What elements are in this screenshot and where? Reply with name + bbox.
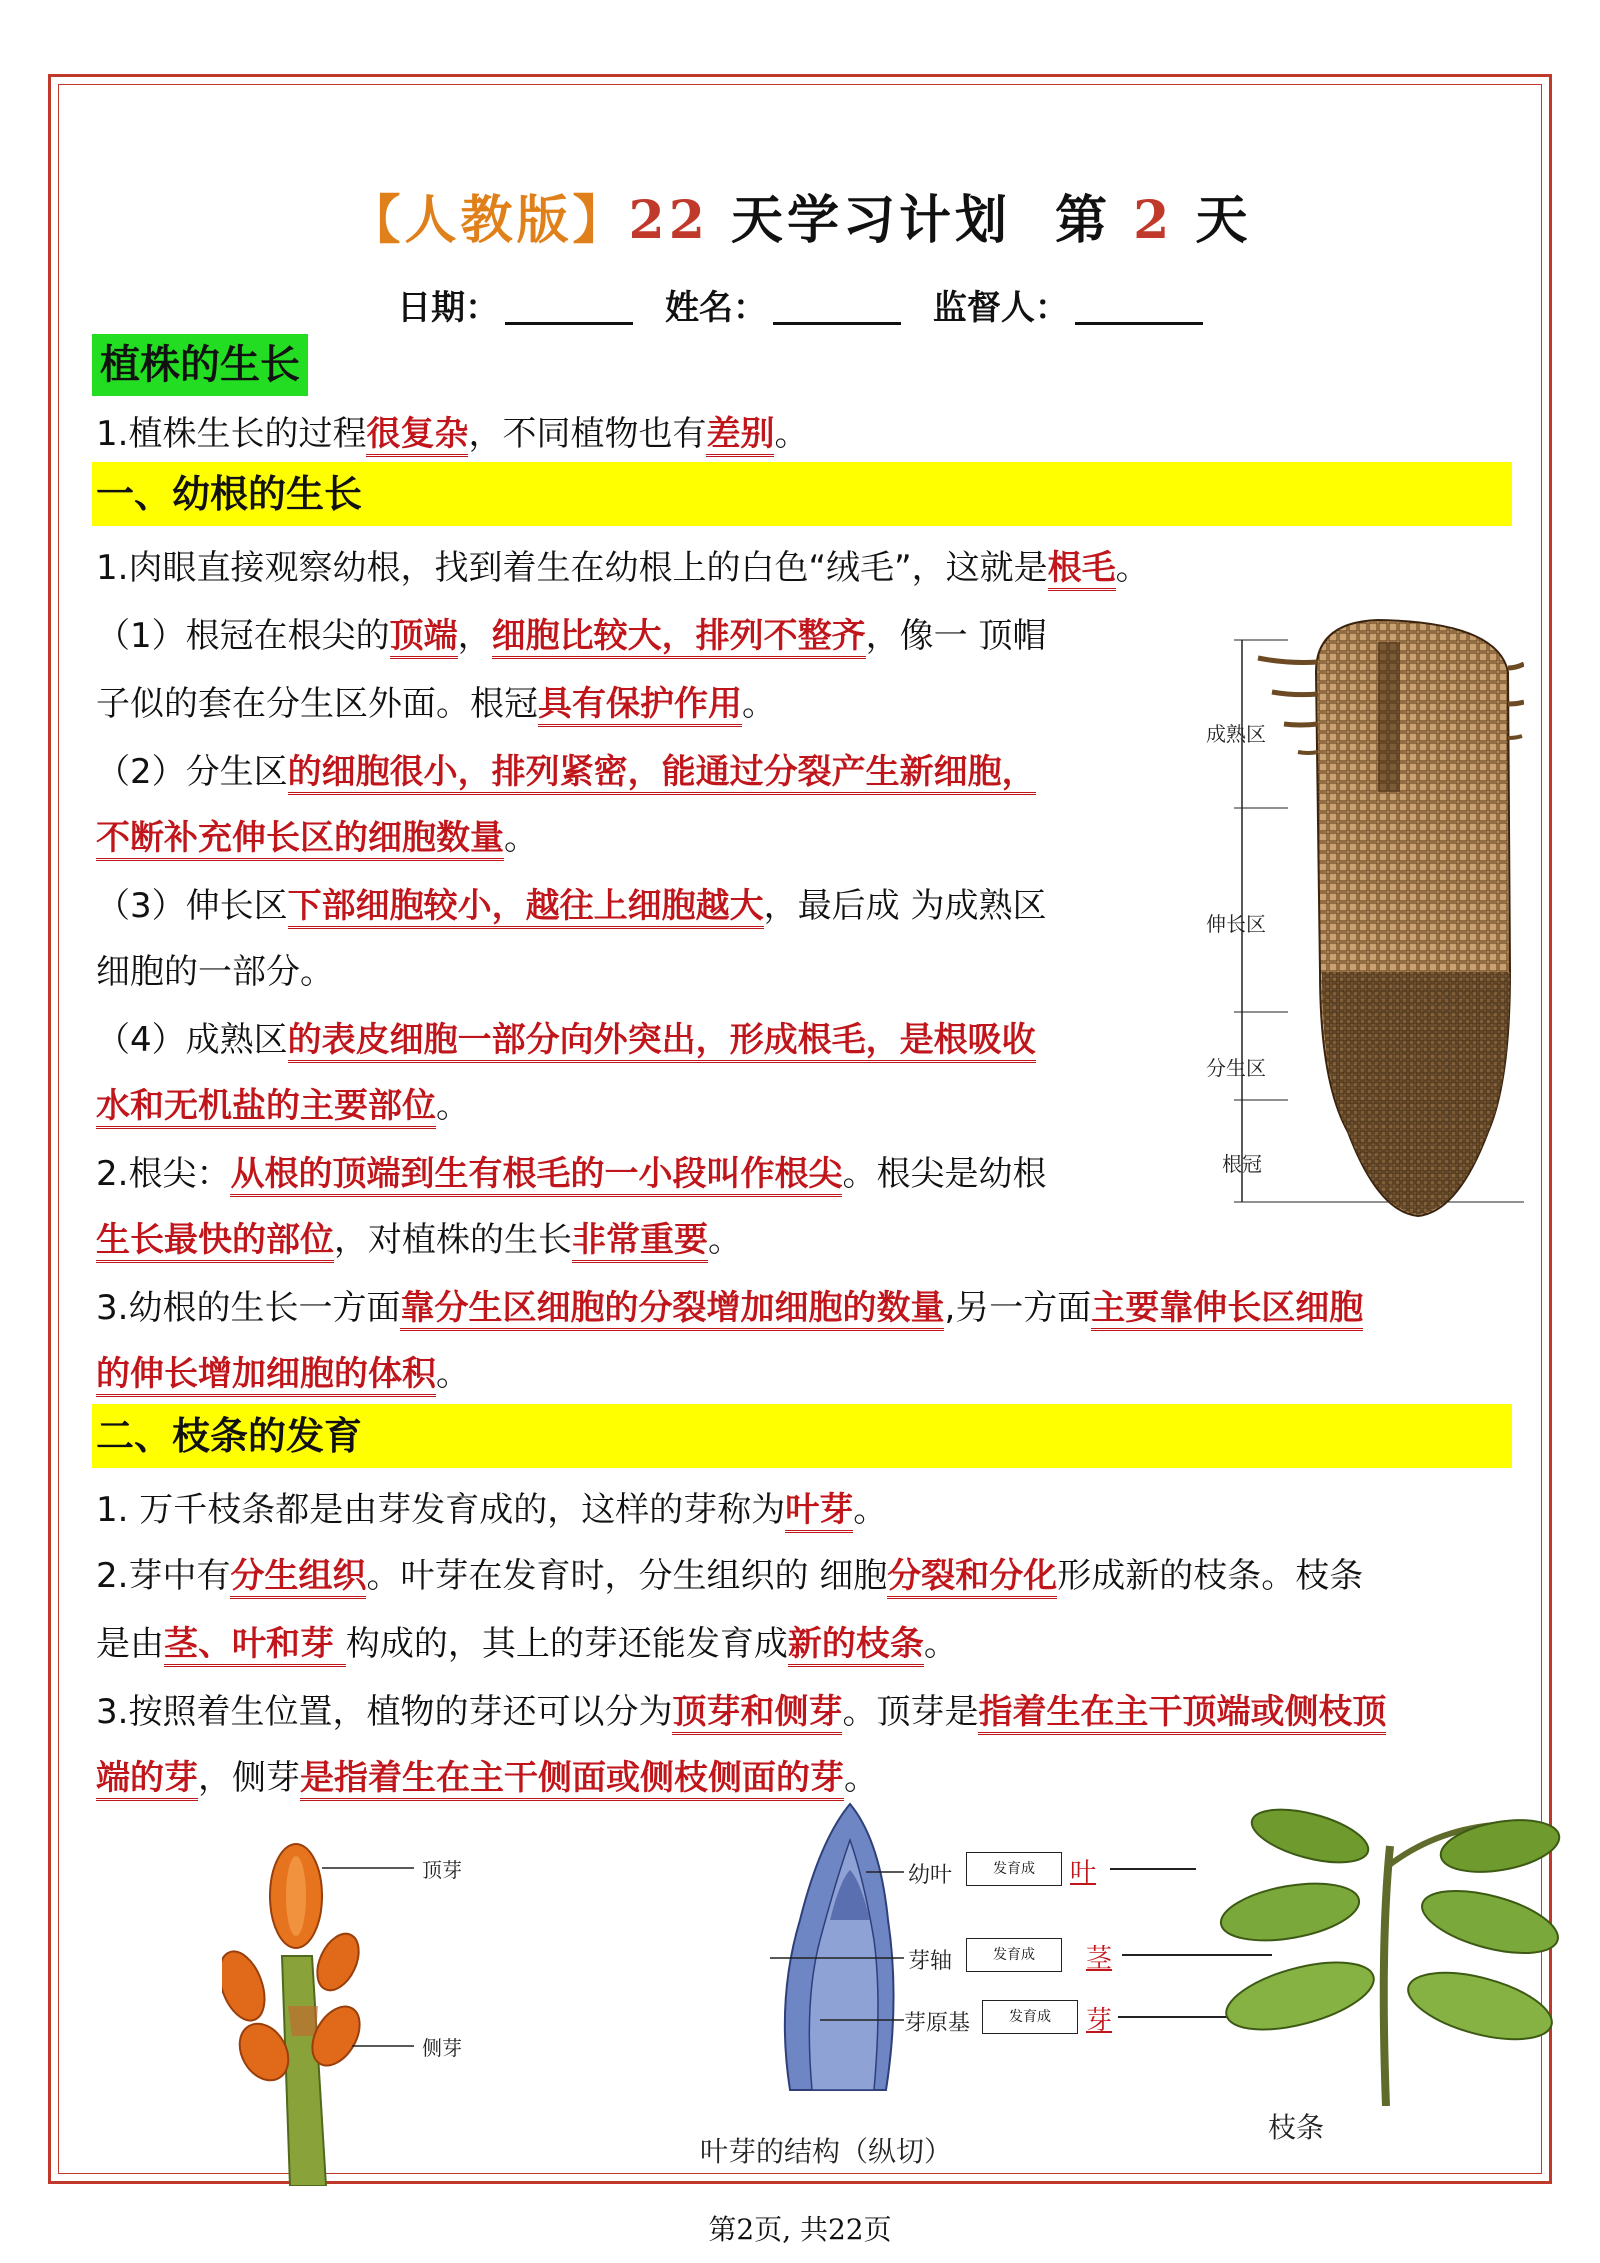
answer-blank: 具有保护作用 (538, 684, 742, 727)
answer-blank: 端的芽 (96, 1758, 198, 1801)
answer-blank: 差别 (706, 414, 774, 457)
supervisor-label: 监督人： (932, 288, 1069, 328)
info-line (0, 280, 1600, 329)
paragraph: （1）根冠在根尖的顶端，细胞比较大，排列不整齐，像一 顶帽 (96, 612, 1046, 660)
branch-figure (1180, 1806, 1580, 2146)
answer-blank: 的伸长增加细胞的体积 (96, 1354, 436, 1397)
plan-days: 22 (628, 190, 709, 251)
answer-blank: 靠分生区细胞的分裂增加细胞的数量 (400, 1288, 944, 1331)
date-field[interactable] (505, 295, 633, 325)
figure-caption: 枝条 (1268, 2111, 1325, 2144)
root-tip-figure (1198, 612, 1524, 1218)
develop-arrow: 发育成 (966, 1938, 1062, 1972)
twig-bud-figure (222, 1836, 522, 2186)
paragraph: 2.根尖：从根的顶端到生有根毛的一小段叫作根尖。根尖是幼根 (96, 1150, 1046, 1198)
answer-blank: 根毛 (1048, 548, 1116, 591)
answer-blank: 非常重要 (572, 1220, 708, 1263)
answer-blank: 顶芽和侧芽 (672, 1692, 842, 1735)
paragraph: 3.按照着生位置，植物的芽还可以分为顶芽和侧芽。顶芽是指着生在主干顶端或侧枝顶 (96, 1688, 1386, 1736)
paragraph: （4）成熟区的表皮细胞一部分向外突出，形成根毛，是根吸收 (96, 1016, 1036, 1064)
answer-blank: 指着生在主干顶端或侧枝顶 (978, 1692, 1386, 1735)
answer-blank: 主要靠伸长区细胞 (1091, 1288, 1363, 1331)
leaf-bud-result: 茎 (1086, 1944, 1113, 1974)
paragraph: （2）分生区的细胞很小，排列紧密，能通过分裂产生新细胞， (96, 748, 1036, 796)
date-label: 日期： (397, 288, 500, 328)
leaf-bud-result: 芽 (1086, 2006, 1113, 2036)
paragraph: 子似的套在分生区外面。根冠具有保护作用。 (96, 680, 776, 728)
paragraph: 2.芽中有分生组织。叶芽在发育时，分生组织的 细胞分裂和分化形成新的枝条。枝条 (96, 1552, 1363, 1600)
answer-blank: 生长最快的部位 (96, 1220, 334, 1263)
root-zone-label: 伸长区 (1206, 912, 1266, 936)
answer-blank: 叶芽 (785, 1490, 853, 1533)
paragraph: 是由茎、叶和芽 构成的，其上的芽还能发育成新的枝条。 (96, 1620, 958, 1668)
publisher-label: 【人教版】 (348, 190, 629, 251)
answer-blank: 的表皮细胞一部分向外突出，形成根毛，是根吸收 (288, 1020, 1036, 1063)
paragraph: 细胞的一部分。 (96, 952, 334, 992)
section-heading: 一、幼根的生长 (92, 462, 1512, 526)
day-suffix: 天 (1195, 190, 1252, 251)
plan-text: 天学习计划 (731, 190, 1012, 251)
answer-blank: 分裂和分化 (887, 1556, 1057, 1599)
leaf-bud-row: 芽原基 (904, 2011, 971, 2036)
answer-blank: 顶端 (390, 616, 458, 659)
leaf-bud-result: 叶 (1070, 1858, 1097, 1888)
leaf-bud-row: 芽轴 (908, 1949, 953, 1974)
page-number: 第2页, 共22页 (708, 2213, 892, 2246)
name-field[interactable] (773, 295, 901, 325)
root-zone-label: 根冠 (1222, 1152, 1262, 1176)
topic-heading: 植株的生长 (92, 334, 308, 396)
answer-blank: 不断补充伸长区的细胞数量 (96, 818, 504, 861)
answer-blank: 茎、叶和芽 (164, 1624, 346, 1667)
answer-blank: 从根的顶端到生有根毛的一小段叫作根尖 (230, 1154, 842, 1197)
develop-arrow: 发育成 (982, 2000, 1078, 2034)
paragraph: 水和无机盐的主要部位。 (96, 1082, 470, 1130)
paragraph: 3.幼根的生长一方面靠分生区细胞的分裂增加细胞的数量,另一方面主要靠伸长区细胞 (96, 1284, 1363, 1332)
day-prefix: 第 (1055, 190, 1112, 251)
answer-blank: 的细胞很小，排列紧密，能通过分裂产生新细胞， (288, 752, 1036, 795)
paragraph: 的伸长增加细胞的体积。 (96, 1350, 470, 1398)
day-number: 2 (1133, 190, 1174, 251)
root-zone-label: 成熟区 (1206, 722, 1266, 746)
paragraph: 1. 万千枝条都是由芽发育成的，这样的芽称为叶芽。 (96, 1486, 887, 1534)
paragraph: （3）伸长区下部细胞较小，越往上细胞越大，最后成 为成熟区 (96, 882, 1046, 930)
answer-blank: 分生组织 (230, 1556, 366, 1599)
answer-blank: 很复杂 (366, 414, 468, 457)
paragraph: 1.肉眼直接观察幼根，找到着生在幼根上的白色“绒毛”，这就是根毛。 (96, 544, 1150, 592)
bud-label: 顶芽 (422, 1858, 462, 1882)
paragraph: 不断补充伸长区的细胞数量。 (96, 814, 538, 862)
paragraph: 生长最快的部位，对植株的生长非常重要。 (96, 1216, 742, 1264)
figure-caption: 叶芽的结构（纵切） (700, 2135, 953, 2168)
answer-blank: 细胞比较大，排列不整齐 (492, 616, 866, 659)
develop-arrow: 发育成 (966, 1852, 1062, 1886)
paragraph: 端的芽，侧芽是指着生在主干侧面或侧枝侧面的芽。 (96, 1754, 878, 1802)
bud-label: 侧芽 (422, 2036, 462, 2060)
section-heading: 二、枝条的发育 (92, 1404, 1512, 1468)
page-title (0, 178, 1600, 253)
intro-paragraph: 1.植株生长的过程很复杂，不同植物也有差别。 (96, 410, 808, 458)
supervisor-field[interactable] (1075, 295, 1203, 325)
answer-blank: 新的枝条 (788, 1624, 924, 1667)
answer-blank: 水和无机盐的主要部位 (96, 1086, 436, 1129)
answer-blank: 下部细胞较小，越往上细胞越大 (288, 886, 764, 929)
root-zone-label: 分生区 (1206, 1056, 1266, 1080)
name-label: 姓名： (665, 288, 767, 328)
answer-blank: 是指着生在主干侧面或侧枝侧面的芽 (300, 1758, 844, 1801)
leaf-bud-row: 幼叶 (908, 1863, 953, 1888)
